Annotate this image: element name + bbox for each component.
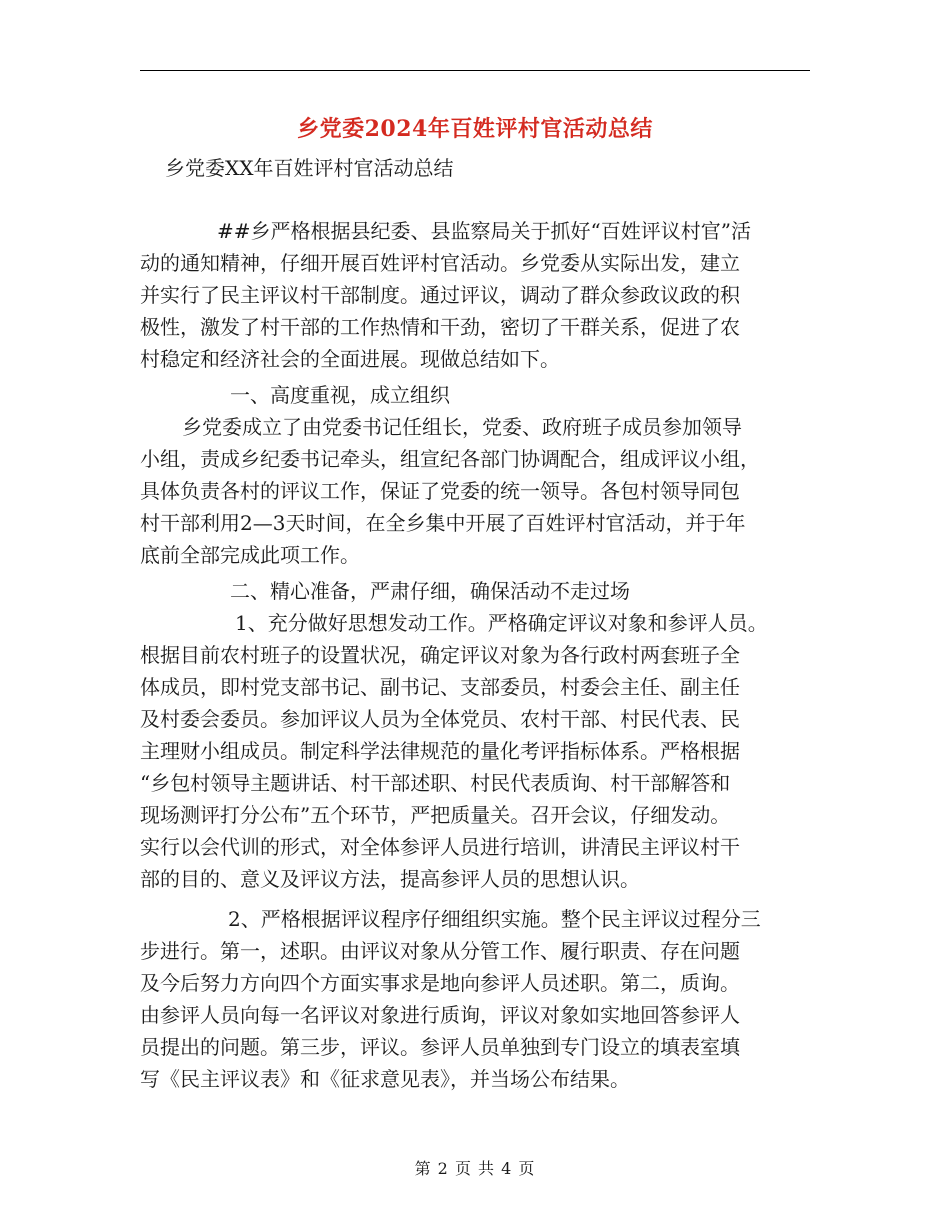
paragraph-line: 动的通知精神，仔细开展百姓评村官活动。乡党委从实际出发，建立 bbox=[140, 251, 740, 275]
paragraph-line: 2、严格根据评议程序仔细组织实施。整个民主评议过程分三 bbox=[228, 907, 761, 931]
paragraph-line: 步进行。第一，述职。由评议对象从分管工作、履行职责、存在问题 bbox=[140, 939, 740, 963]
paragraph-line: 底前全部完成此项工作。 bbox=[140, 543, 360, 567]
subtitle-line: 乡党委XX年百姓评村官活动总结 bbox=[165, 156, 454, 180]
paragraph-line: 村干部利用2—3天时间，在全乡集中开展了百姓评村官活动，并于年 bbox=[140, 511, 746, 535]
paragraph-line: 员提出的问题。第三步，评议。参评人员单独到专门设立的填表室填 bbox=[140, 1035, 740, 1059]
paragraph-line: 并实行了民主评议村干部制度。通过评议，调动了群众参政议政的积 bbox=[140, 283, 740, 307]
top-rule bbox=[140, 70, 810, 71]
paragraph-line: 及今后努力方向四个方面实事求是地向参评人员述职。第二，质询。 bbox=[140, 971, 740, 995]
paragraph-line: 写《民主评议表》和《征求意见表》，并当场公布结果。 bbox=[140, 1067, 630, 1091]
paragraph-line: 部的目的、意义及评议方法，提高参评人员的思想认识。 bbox=[140, 867, 640, 891]
paragraph-line: 村稳定和经济社会的全面进展。现做总结如下。 bbox=[140, 347, 560, 371]
paragraph-line: 体成员，即村党支部书记、副书记、支部委员，村委会主任、副主任 bbox=[140, 675, 740, 699]
paragraph-line: 由参评人员向每一名评议对象进行质询，评议对象如实地回答参评人 bbox=[140, 1003, 740, 1027]
section-heading: 一、高度重视，成立组织 bbox=[230, 383, 450, 407]
paragraph-line: 具体负责各村的评议工作，保证了党委的统一领导。各包村领导同包 bbox=[140, 479, 740, 503]
paragraph-line: 极性，激发了村干部的工作热情和干劲，密切了干群关系，促进了农 bbox=[140, 315, 740, 339]
document-title: 乡党委2024年百姓评村官活动总结 bbox=[297, 116, 653, 142]
paragraph-line: “乡包村领导主题讲话、村干部述职、村民代表质询、村干部解答和 bbox=[140, 771, 731, 795]
paragraph-line: 1、充分做好思想发动工作。严格确定评议对象和参评人员。 bbox=[235, 611, 768, 635]
paragraph-line: 小组，责成乡纪委书记牵头，组宣纪各部门协调配合，组成评议小组， bbox=[140, 447, 760, 471]
paragraph-line: 实行以会代训的形式，对全体参评人员进行培训，讲清民主评议村干 bbox=[140, 835, 740, 859]
paragraph-line: ##乡严格根据县纪委、县监察局关于抓好“百姓评议村官”活 bbox=[217, 219, 751, 243]
paragraph-line: 根据目前农村班子的设置状况，确定评议对象为各行政村两套班子全 bbox=[140, 643, 740, 667]
paragraph-line: 及村委会委员。参加评议人员为全体党员、农村干部、村民代表、民 bbox=[140, 707, 740, 731]
section-heading: 二、精心准备，严肃仔细，确保活动不走过场 bbox=[230, 579, 630, 603]
page-number: 第 2 页 共 4 页 bbox=[414, 1159, 536, 1178]
paragraph-line: 乡党委成立了由党委书记任组长，党委、政府班子成员参加领导 bbox=[182, 415, 742, 439]
paragraph-line: 现场测评打分公布”五个环节，严把质量关。召开会议，仔细发动。 bbox=[140, 803, 731, 827]
paragraph-line: 主理财小组成员。制定科学法律规范的量化考评指标体系。严格根据 bbox=[140, 739, 740, 763]
